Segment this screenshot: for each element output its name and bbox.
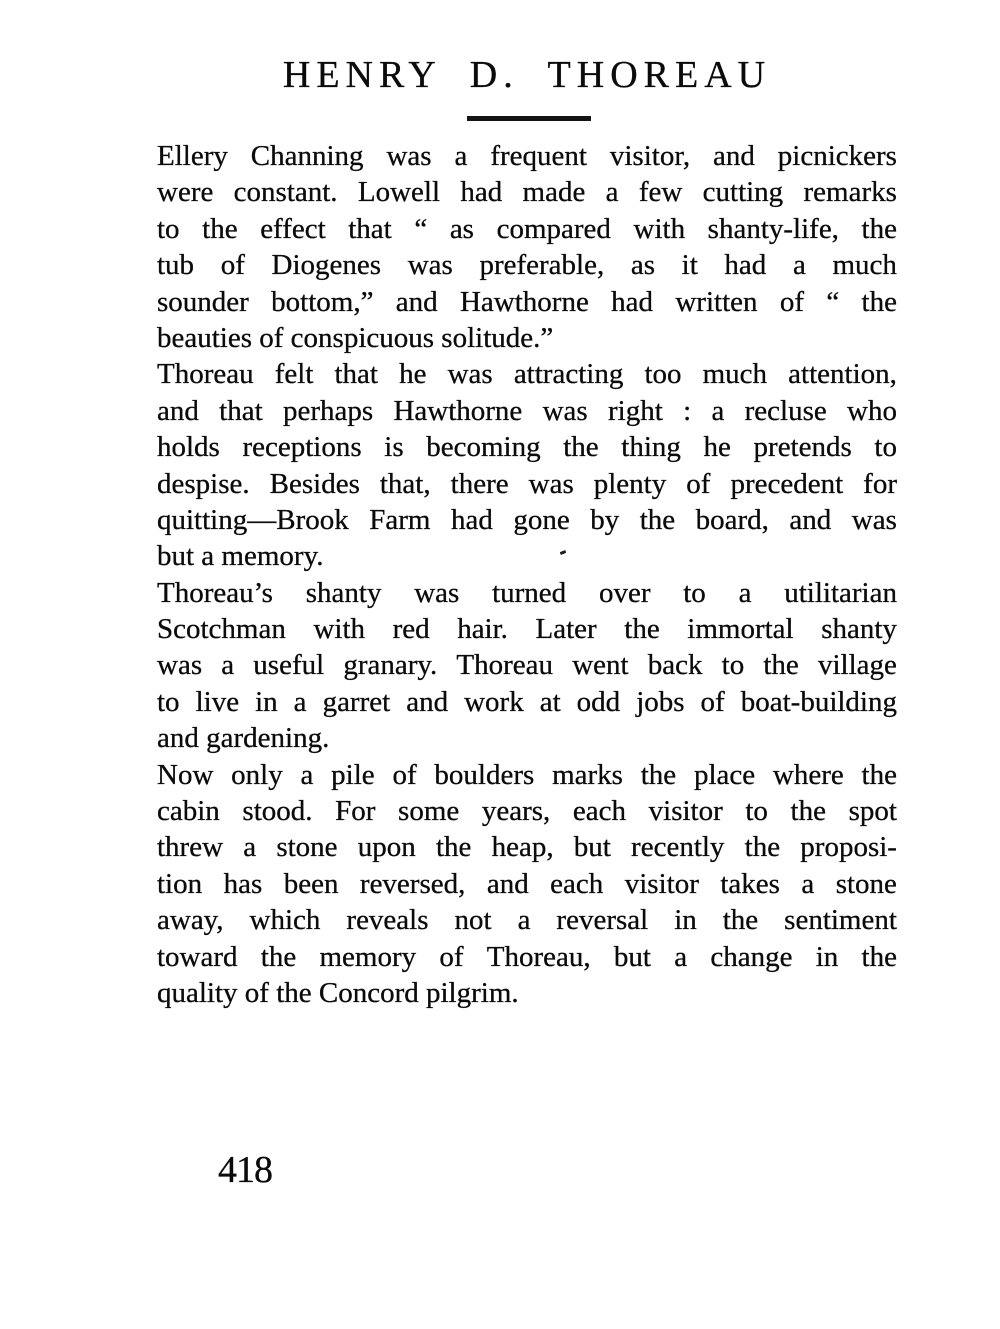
text-line: cabin stood. For some years, each visitor to the spot [157, 795, 897, 828]
text-line: Thoreau’s shanty was turned over to a utilitarian [157, 576, 897, 609]
title-divider [467, 116, 591, 121]
paragraph [157, 757, 897, 1012]
text-line: sounder bottom,” and Hawthorne had written of “ the [157, 285, 897, 318]
text-line: despise. Besides that, there was plenty of precedent for [157, 467, 897, 500]
text-line: Now only a pile of boulders marks the place where the [157, 758, 897, 791]
text-line: beauties of conspicuous solitude.” [157, 321, 554, 354]
text-line: Ellery Channing was a frequent visitor, and picnickers [157, 140, 897, 172]
body-text [157, 138, 897, 1011]
text-line: to live in a garret and work at odd jobs of boat-building [157, 685, 897, 718]
text-line: Scotchman with red hair. Later the immortal shanty [157, 613, 897, 646]
text-line: was a useful granary. Thoreau went back to the village [157, 649, 897, 682]
paragraph [157, 356, 897, 574]
paragraph [157, 575, 897, 757]
page-number: 418 [218, 1149, 272, 1191]
text-line: tion has been reversed, and each visitor takes a stone [157, 867, 897, 900]
page-title: HENRY D. THOREAU [282, 54, 772, 96]
text-line: threw a stone upon the heap, but recently the proposi- [157, 831, 897, 864]
text-line: and gardening. [157, 722, 330, 755]
text-line: tub of Diogenes was preferable, as it had a much [157, 249, 897, 282]
text-line: holds receptions is becoming the thing he pretends to [157, 431, 897, 464]
text-line: to the effect that “ as compared with shanty-life, the [157, 212, 897, 245]
text-line: were constant. Lowell had made a few cutting remarks [157, 176, 897, 209]
text-line: but a memory. [157, 540, 324, 573]
text-line: Thoreau felt that he was attracting too much attention, [157, 358, 897, 391]
text-line: toward the memory of Thoreau, but a change in the [157, 940, 897, 973]
text-line: quality of the Concord pilgrim. [157, 976, 519, 1009]
paragraph [157, 138, 897, 356]
text-line: quitting—Brook Farm had gone by the board, and was [157, 503, 897, 536]
text-line: and that perhaps Hawthorne was right : a recluse who [157, 394, 897, 427]
text-line: away, which reveals not a reversal in the sentiment [157, 904, 897, 937]
